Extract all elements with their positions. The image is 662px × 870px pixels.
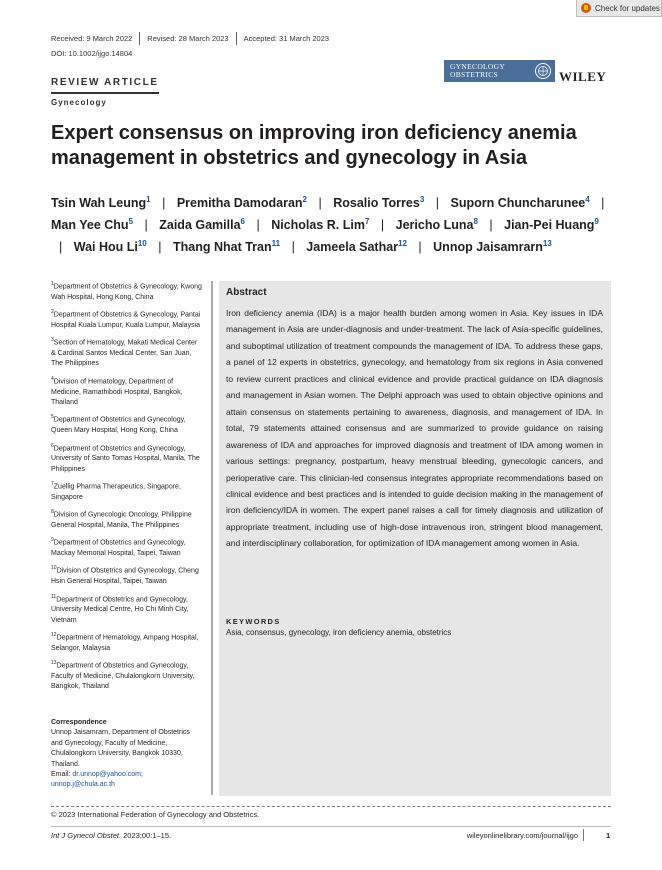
author-separator: |	[291, 240, 295, 254]
email-links[interactable]: dr.unnop@yahoo.com; unnop.j@chula.ac.th	[51, 771, 143, 789]
page-number: 1	[606, 831, 611, 840]
author-name	[51, 196, 151, 210]
author-separator: |	[144, 218, 148, 232]
received-date: Received: 9 March 2022	[51, 34, 133, 43]
journal-logo[interactable]	[444, 60, 555, 82]
author-name	[433, 240, 552, 254]
author-name	[306, 240, 407, 254]
affiliation-item	[51, 563, 203, 587]
affiliation-item	[51, 441, 203, 476]
affiliation-number: 10	[51, 565, 57, 572]
dashed-divider	[51, 806, 611, 807]
author-name	[451, 196, 590, 210]
author-label: Jameela Sathar	[306, 240, 399, 254]
author-list	[51, 192, 616, 258]
author-affiliation-ref[interactable]: 12	[398, 238, 407, 248]
affiliation-number: 8	[51, 509, 54, 516]
author-separator: |	[318, 196, 322, 210]
affiliation-number: 5	[51, 414, 54, 421]
article-type: REVIEW ARTICLE	[51, 77, 159, 88]
author-separator: |	[489, 218, 493, 232]
affiliation-item	[51, 535, 203, 559]
copyright: © 2023 International Federation of Gynecology and Obstetrics.	[51, 810, 260, 819]
author-name	[396, 218, 478, 232]
affiliation-item	[51, 658, 203, 693]
journal-logo-line2: OBSTETRICS	[450, 70, 499, 79]
affiliation-text: Section of Hematology, Makati Medical Center & Cardinal Santos Medical Center, San Juan, The Philippines	[51, 339, 198, 368]
column-divider	[211, 281, 213, 795]
affiliation-number: 13	[51, 660, 57, 667]
author-name	[177, 196, 307, 210]
check-for-updates-label: Check for updates	[595, 3, 660, 13]
affiliation-text: Division of Obstetrics and Gynecology, Cheng Hsin General Hospital, Taipei, Taiwan	[51, 567, 199, 586]
author-separator: |	[256, 218, 260, 232]
affiliation-number: 2	[51, 309, 54, 316]
affiliation-text: Department of Hematology, Ampang Hospital, Selangor, Malaysia	[51, 634, 199, 652]
affiliations	[51, 279, 203, 697]
affiliation-number: 4	[51, 375, 54, 382]
author-label: Jericho Luna	[395, 218, 474, 232]
affiliation-item	[51, 412, 203, 436]
author-name	[173, 240, 280, 254]
author-name	[333, 196, 424, 210]
author-label: Unnop Jaisamrarn	[433, 240, 543, 254]
footer-rule	[51, 826, 611, 827]
email-label: Email:	[51, 771, 71, 779]
author-affiliation-ref[interactable]: 13	[542, 238, 552, 248]
affiliation-text: Department of Obstetrics and Gynecology, Faculty of Medicine, Chulalongkorn University, Bangkok, Thailand	[51, 662, 195, 691]
affiliation-number: 12	[51, 632, 57, 639]
author-label: Rosalio Torres	[333, 196, 420, 210]
keywords-heading: KEYWORDS	[226, 617, 281, 626]
author-affiliation-ref[interactable]: 10	[137, 238, 147, 248]
section-label: Gynecology	[51, 98, 107, 107]
keywords-text: Asia, consensus, gynecology, iron deficiency anemia, obstetrics	[226, 628, 452, 637]
figo-seal-icon	[532, 60, 554, 82]
affiliation-text: Division of Gynecologic Oncology, Philippine General Hospital, Manila, The Philippines	[51, 511, 192, 529]
affiliation-number: 3	[51, 337, 54, 344]
author-label: Nicholas R. Lim	[271, 218, 365, 232]
author-label: Suporn Chuncharunee	[450, 196, 586, 210]
affiliation-item	[51, 479, 203, 503]
divider	[236, 32, 237, 45]
citation-journal: Int J Gynecol Obstet.	[51, 831, 122, 840]
affiliation-text: Zuellig Pharma Therapeutics, Singapore, Singapore	[51, 483, 181, 501]
doi: DOI: 10.1002/ijgo.14804	[51, 49, 133, 58]
citation-rest: 2023;00:1–15.	[121, 831, 172, 840]
correspondence-email	[51, 770, 203, 791]
author-name	[504, 218, 599, 232]
affiliation-item	[51, 507, 203, 531]
author-separator: |	[418, 240, 422, 254]
affiliation-text: Department of Obstetrics and Gynecology, University Medical Centre, Ho Chi Minh City, Vietnam	[51, 595, 189, 624]
author-name	[159, 218, 245, 232]
affiliation-item	[51, 279, 203, 303]
correspondence	[51, 718, 203, 791]
author-separator: |	[435, 196, 440, 210]
footer-divider	[583, 829, 584, 841]
article-type-rule	[51, 92, 159, 94]
author-affiliation-ref[interactable]: 1	[146, 194, 151, 204]
affiliation-number: 9	[51, 537, 54, 544]
author-name	[271, 218, 369, 232]
author-label: Zaida Gamilla	[159, 218, 241, 232]
author-name	[74, 240, 147, 254]
revised-date: Revised: 28 March 2023	[147, 34, 229, 43]
author-label: Jian-Pei Huang	[504, 218, 595, 232]
author-affiliation-ref[interactable]: 9	[594, 216, 599, 226]
author-separator: |	[380, 218, 385, 232]
author-label: Tsin Wah Leung	[51, 196, 147, 210]
author-affiliation-ref[interactable]: 5	[128, 216, 134, 226]
journal-url[interactable]: wileyonlinelibrary.com/journal/ijgo	[466, 831, 578, 840]
accepted-date: Accepted: 31 March 2023	[243, 34, 330, 43]
author-affiliation-ref[interactable]: 6	[240, 216, 245, 226]
affiliation-number: 11	[51, 593, 57, 600]
affiliation-text: Department of Obstetrics and Gynecology, University of Santo Tomas Hospital, Manila, The Philippines	[51, 444, 200, 473]
affiliation-item	[51, 335, 203, 370]
affiliation-number: 1	[51, 281, 54, 287]
divider	[139, 32, 140, 45]
affiliation-number: 6	[51, 442, 54, 449]
affiliation-item	[51, 630, 203, 654]
author-affiliation-ref[interactable]: 11	[271, 238, 281, 248]
publisher-logo: WILEY	[559, 69, 607, 84]
crossmark-icon	[581, 3, 591, 13]
affiliation-number: 7	[51, 481, 54, 488]
check-for-updates-badge[interactable]	[576, 0, 662, 17]
author-separator: |	[158, 240, 162, 254]
affiliation-item	[51, 307, 203, 331]
affiliation-item	[51, 374, 203, 409]
article-title: Expert consensus on improving iron deficiency anemia management in obstetrics and gynecology in Asia	[51, 122, 577, 169]
author-affiliation-ref[interactable]: 4	[585, 194, 590, 204]
author-affiliation-ref[interactable]: 8	[473, 216, 478, 226]
correspondence-heading: Correspondence	[51, 719, 107, 726]
author-affiliation-ref[interactable]: 7	[364, 216, 370, 226]
author-name	[51, 218, 133, 232]
author-label: Wai Hou Li	[73, 240, 138, 254]
author-label: Premitha Damodaran	[176, 196, 303, 210]
affiliation-item	[51, 592, 203, 627]
affiliation-text: Department of Obstetrics and Gynecology, Mackay Memorial Hospital, Taipei, Taiwan	[51, 539, 186, 558]
author-affiliation-ref[interactable]: 3	[419, 194, 425, 204]
correspondence-text: Unnop Jaisamrarn, Department of Obstetrics and Gynecology, Faculty of Medicine, Chulalongkorn University, Bangkok 10330, Thailand.	[51, 729, 190, 768]
affiliation-text: Department of Obstetrics and Gynecology, Queen Mary Hospital, Hong Kong, China	[51, 416, 186, 435]
author-separator: |	[59, 240, 63, 254]
article-history	[51, 32, 329, 45]
journal-logo-line1: GYNECOLOGY	[450, 62, 506, 71]
abstract-text: Iron deficiency anemia (IDA) is a major health burden among women in Asia. Key issues in IDA management in Asia are under-diagnosis and under-treatment. The lack of Asia-specific guidelines, and suboptimal utilization of treatment compounds the management of IDA. To address these gaps, a panel of 12 experts in obstetrics, gynecology, and hematology from six regions in Asia convened to review current practices and clinical evidence and provide practical guidance on IDA diagnosis and management in Asian women. The Delphi approach was used to obtain objective opinions and attain consensus on statements pertaining to awareness, diagnosis, and management of IDA. In total, 79 statements attained consensus and are summarized to provide guidance on raising awareness of IDA and approaches for improved diagnosis and treatment of IDA among women in various settings: pregnancy, postpartum, heavy menstrual bleeding, gynecologic cancers, and perioperative care. This clinician-led consensus integrates appropriate recommendations based on clinical evidence and best practices and is intended to guide decision making in the management of iron deficiency/IDA in women. The expert panel raises a call for timely diagnosis and utilization of appropriate treatment, including use of high-dose intravenous iron, stringent blood management, and interdisciplinary collaboration, for optimization of IDA management among women in Asia.	[226, 308, 603, 549]
abstract-heading: Abstract	[226, 287, 267, 298]
affiliation-text: Department of Obstetrics & Gynecology, Kwong Wah Hospital, Hong Kong, China	[51, 283, 202, 301]
author-label: Man Yee Chu	[51, 218, 129, 232]
author-affiliation-ref[interactable]: 2	[302, 194, 307, 204]
author-separator: |	[601, 196, 605, 210]
author-separator: |	[162, 196, 166, 210]
affiliation-text: Department of Obstetrics & Gynecology, Pantai Hospital Kuala Lumpur, Kuala Lumpur, Malaysia	[51, 311, 201, 329]
author-label: Thang Nhat Tran	[172, 240, 272, 254]
citation	[51, 831, 171, 840]
journal-logo-text	[444, 63, 532, 79]
affiliation-text: Division of Hematology, Department of Medicine, Ramathibodi Hospital, Bangkok, Thailand	[51, 378, 183, 406]
